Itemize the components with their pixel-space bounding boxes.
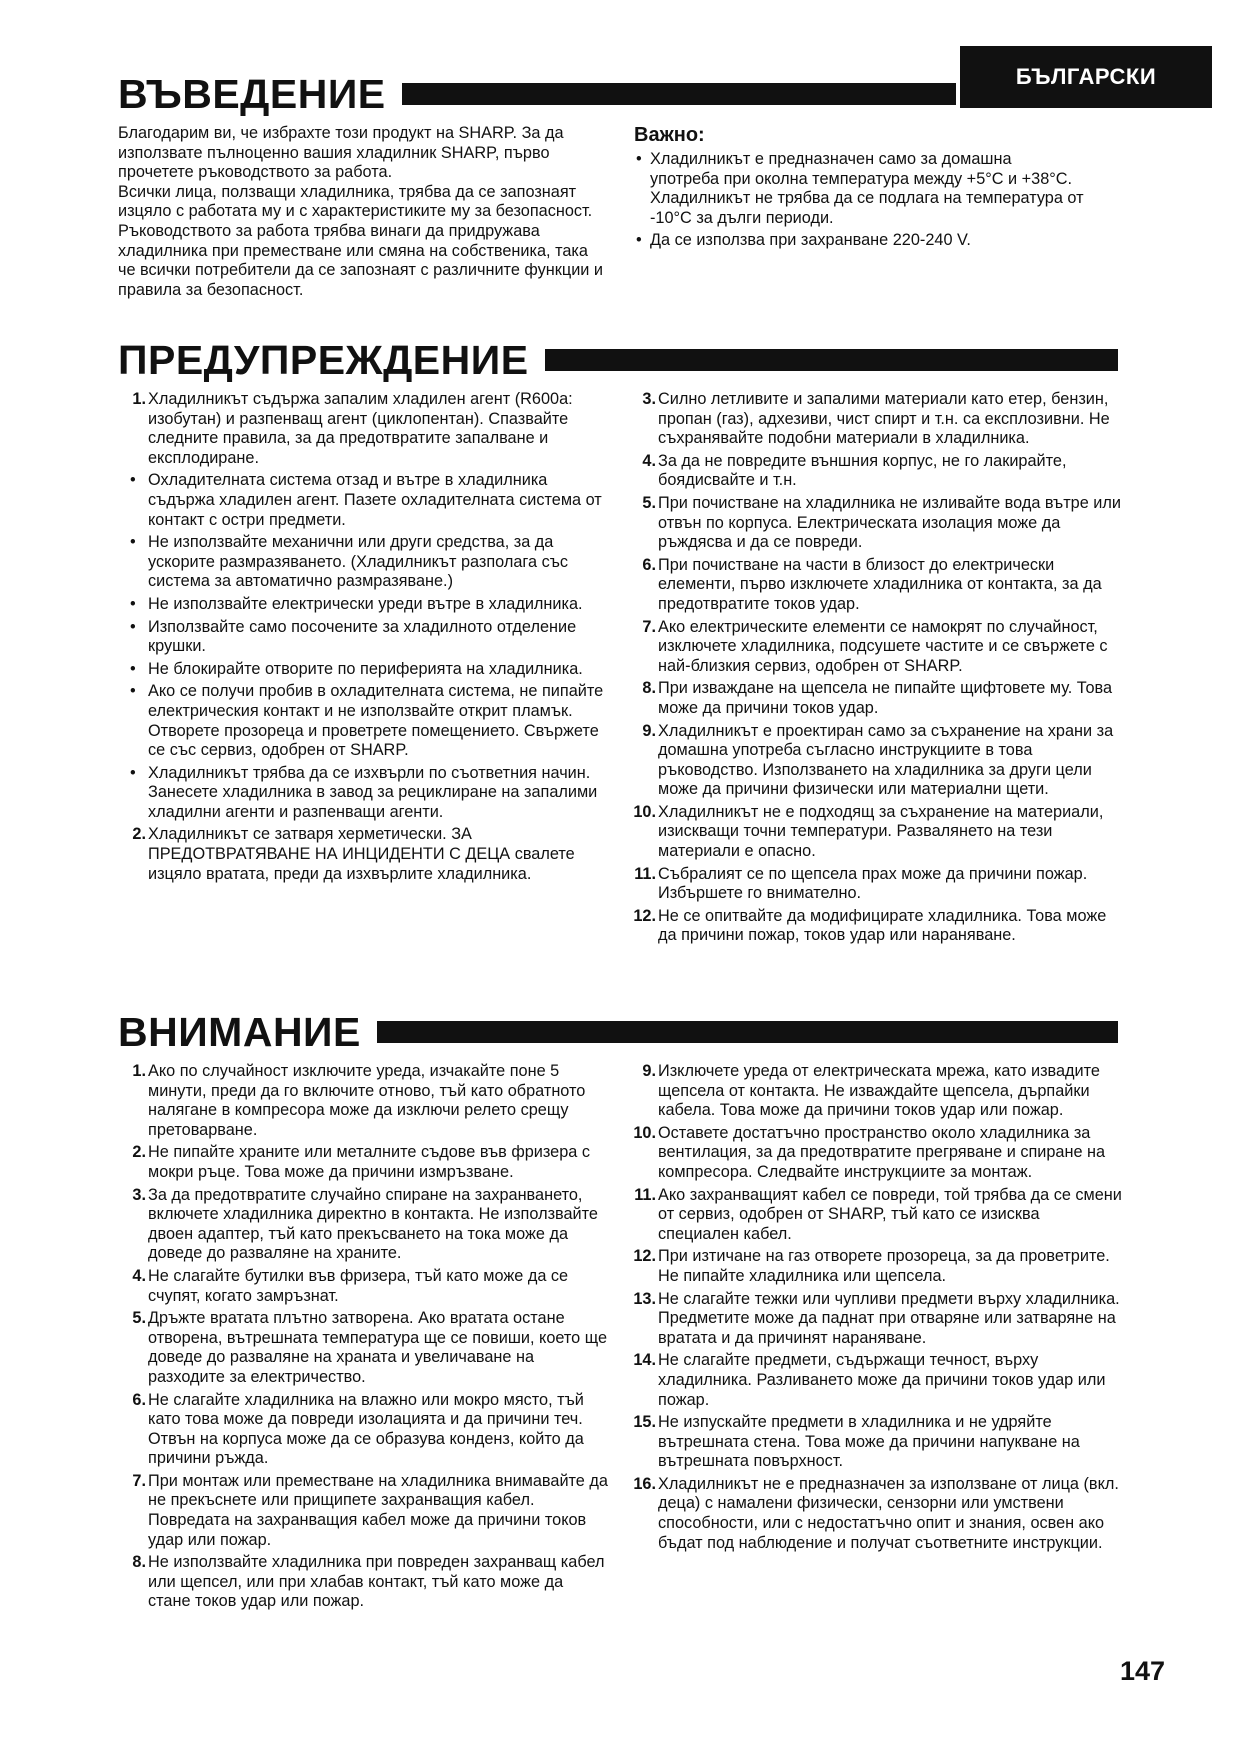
numbered-item	[628, 803, 1124, 862]
item-number: 6.	[132, 1390, 146, 1409]
item-number: 7.	[642, 617, 656, 636]
heading-bar	[402, 83, 956, 105]
item-number: 9.	[642, 721, 656, 740]
numbered-item	[628, 556, 1124, 615]
item-number: 2.	[132, 825, 146, 844]
bullet-item: • Хладилникът трябва да се изхвърли по съответния начин. Занесете хладилника в завод за рециклиране на запалими хладилни агенти и разпенващи агенти.	[118, 764, 608, 823]
item-number: 3.	[642, 390, 656, 408]
item-text: Хладилникът е проектиран само за съхранение на храни за домашна употреба съгласно инструкциите в това ръководство. Използването на хладилника за други цели може да причини физически или материални щети.	[658, 721, 1114, 799]
caution-left-column	[118, 1062, 608, 1615]
caution-right-column	[628, 1062, 1124, 1556]
item-number: 8.	[642, 679, 656, 698]
item-number: 16.	[633, 1474, 656, 1493]
item-text: Не пипайте храните или металните съдове във фризера с мокри ръце. Това може да причини измръзване.	[148, 1143, 590, 1181]
important-box	[634, 122, 1084, 254]
intro-text	[118, 124, 606, 300]
warning-title: ПРЕДУПРЕЖДЕНИЕ	[118, 336, 529, 383]
bullet-item: • Не използвайте електрически уреди вътре в хладилника.	[118, 595, 608, 615]
item-number: 5.	[642, 493, 656, 512]
numbered-item	[628, 1186, 1124, 1245]
item-text: За да не повредите външния корпус, не го лакирайте, боядисвайте и т.н.	[658, 451, 1067, 490]
numbered-item	[118, 1186, 608, 1264]
numbered-item	[628, 1247, 1124, 1286]
intro-title: ВЪВЕДЕНИЕ	[118, 70, 386, 117]
item-text: При почистване на хладилника не изливайте вода вътре или отвън по корпуса. Електрическата изолация може да ръждясва и да се повреди.	[658, 493, 1121, 552]
item-number: 12.	[633, 1247, 656, 1266]
numbered-item	[118, 1391, 608, 1469]
item-text: Не слагайте хладилника на влажно или мокро място, тъй като това може да повреди изолацията и да причини теч. Отвън на корпуса може да се образува конденз, който да причини ръжда.	[148, 1390, 584, 1468]
numbered-item	[628, 494, 1124, 553]
item-text: Хладилникът не е подходящ за съхранение на материали, изискващи точни температури. Развалянето на тези материали е опасно.	[658, 802, 1104, 861]
item-text: При монтаж или преместване на хладилника внимавайте да не прекъснете или прищипете захранващия кабел. Повредата на захранващия кабел може да причини токов удар или пожар.	[148, 1471, 608, 1549]
bullet-item: • Не използвайте механични или други средства, за да ускорите размразяването. (Хладилникът разполага със система за автоматично размразяване.)	[118, 533, 608, 592]
numbered-item	[118, 1062, 608, 1140]
numbered-item	[628, 1475, 1124, 1553]
item-number: 12.	[633, 906, 656, 925]
bullet-item: • Използвайте само посочените за хладилното отделение крушки.	[118, 618, 608, 657]
heading-bar	[377, 1021, 1118, 1043]
numbered-item	[628, 865, 1124, 904]
language-tab: БЪЛГАРСКИ	[960, 46, 1212, 108]
item-number: 11.	[634, 864, 656, 883]
numbered-item	[628, 390, 1124, 449]
numbered-item	[118, 1143, 608, 1182]
item-text: Силно летливите и запалими материали като етер, бензин, пропан (газ), адхезиви, чист спирт и т.н. са експлозивни. Не съхранявайте подобни материали в хладилника.	[658, 390, 1110, 448]
item-number: 13.	[633, 1289, 656, 1308]
numbered-item	[118, 1309, 608, 1387]
numbered-item	[118, 1267, 608, 1306]
item-text: За да предотвратите случайно спиране на захранването, включете хладилника директно в контакта. Не използвайте двоен адаптер, тъй като прекъсването на тока може да доведе до разваляне на храните.	[148, 1185, 598, 1263]
numbered-item	[118, 1472, 608, 1550]
item-number: 9.	[642, 1062, 656, 1080]
item-number: 7.	[132, 1471, 146, 1490]
item-text: При изтичане на газ отворете прозореца, за да проветрите. Не пипайте хладилника или щепсела.	[658, 1247, 1110, 1285]
numbered-item	[118, 825, 608, 884]
item-text: Хладилникът не е предназначен за използване от лица (вкл. деца) с намалени физически, сензорни или умствени способности, или с недостатъчно опит и знания, освен ако бъдат под наблюдение и получат съответните инструкции.	[658, 1474, 1119, 1552]
item-number: 10.	[633, 802, 656, 821]
item-number: 11.	[634, 1185, 656, 1204]
intro-paragraph: Всички лица, ползващи хладилника, трябва да се запознаят изцяло с работата му и с характеристиките му за безопасност. Ръководството за работа трябва винаги да придружава хладилника при преместване или смяна на собственика, така че всички потребители да се запознаят с различните функции и правила за безопасност.	[118, 182, 604, 299]
numbered-item	[628, 1062, 1124, 1121]
item-number: 4.	[642, 451, 656, 470]
numbered-item	[628, 1290, 1124, 1349]
intro-heading	[118, 64, 956, 124]
heading-bar	[545, 349, 1118, 371]
item-text: Не се опитвайте да модифицирате хладилника. Това може да причини пожар, токов удар или нараняване.	[658, 906, 1107, 945]
item-text: Не използвайте хладилника при повреден захранващ кабел или щепсел, или при хлабав контакт, тъй като може да стане токов удар или пожар.	[148, 1553, 605, 1611]
numbered-item	[628, 722, 1124, 800]
item-text: Не изпускайте предмети в хладилника и не удряйте вътрешната стена. Това може да причини напукване на вътрешната повърхност.	[658, 1413, 1080, 1471]
important-bullet: • Хладилникът е предназначен само за домашна употреба при околна температура между +5°C и +38°C. Хладилникът не трябва да се подлага на температура от -10°C за дълги периоди.	[634, 150, 1084, 228]
numbered-item	[118, 1553, 608, 1612]
page-number: 147	[1120, 1656, 1166, 1686]
caution-title: ВНИМАНИЕ	[118, 1008, 361, 1055]
item-number: 10.	[633, 1123, 656, 1142]
item-text: Хладилникът съдържа запалим хладилен агент (R600a: изобутан) и разпенващ агент (циклопентан). Спазвайте следните правила, за да предотвратите запалване и експлодиране.	[148, 390, 573, 467]
item-text: Не слагайте предмети, съдържащи течност, върху хладилника. Разливането може да причини токов удар или пожар.	[658, 1351, 1106, 1409]
item-text: Ако електрическите елементи се намокрят по случайност, изключете хладилника, подсушете частите и се свържете с най-близкия сервиз, одобрен от SHARP.	[658, 617, 1108, 675]
item-text: Събралият се по щепсела прах може да причини пожар. Избършете го внимателно.	[658, 864, 1088, 903]
bullet-item: • Охладителната система отзад и вътре в хладилника съдържа хладилен агент. Пазете охладителната система от контакт с остри предмети.	[118, 471, 608, 530]
important-title: Важно:	[634, 124, 705, 146]
intro-paragraph: Благодарим ви, че избрахте този продукт на SHARP. За да използвате пълноценно вашия хладилник SHARP, първо прочетете ръководството за работа.	[118, 124, 564, 182]
warning-right-column	[628, 390, 1124, 949]
item-number: 2.	[132, 1143, 146, 1162]
item-number: 6.	[642, 555, 656, 574]
item-number: 5.	[132, 1309, 146, 1328]
item-number: 4.	[132, 1266, 146, 1285]
item-text: При почистване на части в близост до електрически елементи, първо изключете хладилника от контакта, за да предотвратите токов удар.	[658, 555, 1102, 613]
item-text: Ако по случайност изключите уреда, изчакайте поне 5 минути, преди да го включите отново, тъй като обратното налягане в компресора може да изключи релето срещу претоварване.	[148, 1062, 586, 1139]
numbered-item	[628, 452, 1124, 491]
item-text: Дръжте вратата плътно затворена. Ако вратата остане отворена, вътрешната температура ще се повиши, което ще доведе до разваляне на храната и увеличаване на разходите за електричество.	[148, 1309, 608, 1386]
numbered-item	[118, 390, 608, 468]
item-number: 1.	[132, 390, 146, 408]
item-text: Ако захранващият кабел се повреди, той трябва да се смени от сервиз, одобрен от SHARP, тъй като се изисква специален кабел.	[658, 1185, 1122, 1243]
numbered-item	[628, 618, 1124, 677]
numbered-item	[628, 907, 1124, 946]
bullet-item: • Не блокирайте отворите по периферията на хладилника.	[118, 660, 608, 680]
numbered-item	[628, 1351, 1124, 1410]
item-number: 14.	[633, 1351, 656, 1370]
item-text: Хладилникът се затваря херметически. ЗА ПРЕДОТВРАТЯВАНЕ НА ИНЦИДЕНТИ С ДЕЦА свалете изцяло вратата, преди да изхвърлите хладилника.	[148, 825, 575, 883]
numbered-item	[628, 1124, 1124, 1183]
warning-heading	[118, 330, 1118, 390]
item-text: Не слагайте бутилки във фризера, тъй като може да се счупят, когато замръзнат.	[148, 1266, 569, 1305]
numbered-item	[628, 1413, 1124, 1472]
item-text: Оставете достатъчно пространство около хладилника за вентилация, за да предотвратите прегряване и спиране на компресора. Следвайте инструкциите за монтаж.	[658, 1123, 1106, 1181]
item-number: 1.	[132, 1062, 146, 1080]
numbered-item	[628, 679, 1124, 718]
caution-heading	[118, 1002, 1118, 1062]
important-bullet: • Да се използва при захранване 220-240 V.	[634, 231, 1084, 251]
bullet-item: • Ако се получи пробив в охладителната система, не пипайте електрическия контакт и не използвайте открит пламък. Отворете прозореца и проветрете помещението. Свържете се със сервиз, одобрен от SHARP.	[118, 682, 608, 760]
item-text: Изключете уреда от електрическата мрежа, като извадите щепсела от контакта. Не изваждайте щепсела, дърпайки кабела. Това може да причини токов удар или пожар.	[658, 1062, 1100, 1120]
warning-left-column	[118, 390, 608, 887]
item-text: При изваждане на щепсела не пипайте щифтовете му. Това може да причини токов удар.	[658, 679, 1113, 717]
item-number: 8.	[132, 1553, 146, 1572]
item-text: Не слагайте тежки или чупливи предмети върху хладилника. Предметите може да паднат при отваряне или затваряне на вратата и да причинят нараняване.	[658, 1289, 1120, 1347]
item-number: 15.	[633, 1413, 656, 1432]
item-number: 3.	[132, 1185, 146, 1204]
